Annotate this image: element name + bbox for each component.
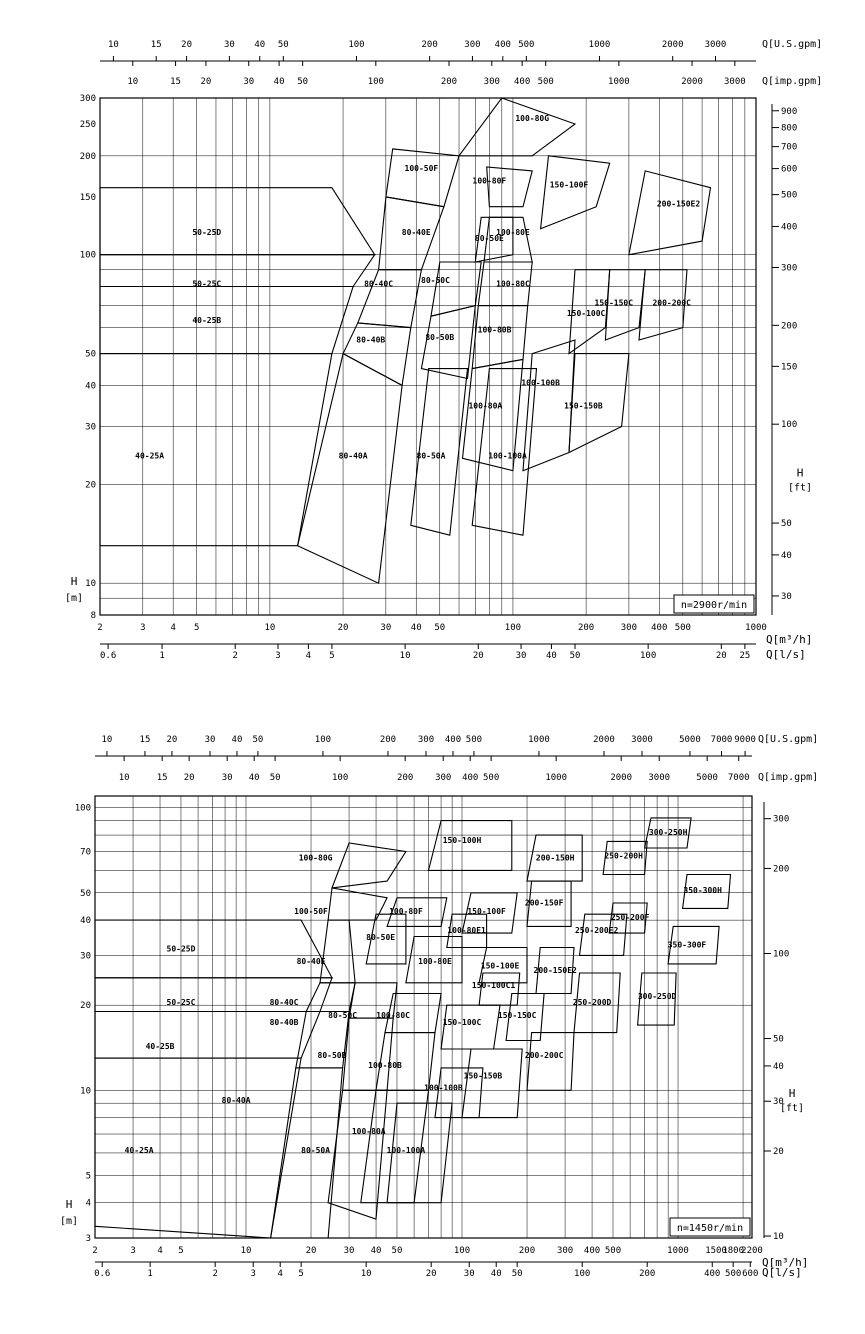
y-tick-label: 30 — [85, 422, 96, 433]
x-tick-label: 5 — [194, 623, 200, 633]
lps-tick-label: 3 — [275, 651, 281, 661]
pump-label: 100-80E — [418, 956, 452, 966]
grid — [100, 98, 756, 615]
pump-label: 150-100C — [566, 309, 606, 319]
pump-label: 100-100A — [488, 451, 527, 461]
chart-top — [65, 39, 822, 661]
y-tick-label: 30 — [80, 951, 91, 962]
x-tick-label: 300 — [556, 1246, 574, 1256]
pump-label: 150-100F — [467, 907, 506, 917]
pump-label: 150-150C — [594, 298, 634, 308]
impgpm-tick-label: 10 — [127, 77, 139, 87]
y-tick-label: 100 — [79, 250, 96, 261]
ft-tick-label: 30 — [781, 591, 792, 602]
lps-tick-label: 500 — [725, 1269, 742, 1279]
pump-region — [95, 920, 332, 978]
impgpm-tick-label: 50 — [297, 77, 309, 87]
x-tick-label: 50 — [434, 623, 446, 633]
impgpm-tick-label: 300 — [483, 77, 500, 87]
lps-axis-label: Q[l/s] — [762, 1266, 802, 1279]
impgpm-axis-label: Q[imp.gpm] — [762, 76, 823, 87]
usgpm-tick-label: 10 — [101, 735, 113, 745]
pump-label: 200-200C — [524, 1051, 564, 1061]
usgpm-tick-label: 1000 — [528, 735, 550, 745]
impgpm-tick-label: 300 — [435, 773, 452, 783]
lps-tick-label: 20 — [472, 651, 484, 661]
pump-region — [421, 306, 475, 379]
y-tick-label: 250 — [79, 120, 96, 131]
pump-region — [306, 983, 355, 1012]
pump-label: 80-50A — [301, 1145, 331, 1155]
pump-label: 50-25C — [166, 998, 196, 1008]
ft-tick-label: 400 — [781, 222, 798, 233]
x-tick-label: 40 — [370, 1246, 382, 1256]
impgpm-tick-label: 20 — [200, 77, 212, 87]
pump-label: 100-80F — [389, 907, 423, 917]
pump-label: 100-80G — [298, 853, 333, 863]
usgpm-tick-label: 400 — [494, 40, 511, 50]
x-tick-label: 100 — [453, 1246, 471, 1256]
impgpm-tick-label: 400 — [462, 773, 479, 783]
y-tick-label: 20 — [85, 480, 96, 491]
lps-tick-label: 2 — [212, 1269, 218, 1279]
lps-tick-label: 1 — [159, 651, 165, 661]
pump-label: 150-100C1 — [471, 981, 516, 991]
impgpm-tick-label: 20 — [183, 773, 195, 783]
impgpm-tick-label: 100 — [367, 77, 384, 87]
lps-tick-label: 1 — [147, 1269, 153, 1279]
x-tick-label: 5 — [178, 1246, 184, 1256]
pump-label: 150-100F — [549, 180, 589, 190]
x-tick-label: 1000 — [667, 1246, 689, 1256]
pump-label: 200-150E2 — [656, 199, 701, 209]
pump-label: 200-150H — [535, 853, 575, 863]
pump-region — [629, 171, 711, 255]
impgpm-tick-label: 2000 — [610, 773, 633, 783]
impgpm-tick-label: 200 — [440, 77, 458, 87]
y-tick-label: 5 — [85, 1171, 91, 1182]
usgpm-axis-label: Q[U.S.gpm] — [762, 39, 823, 50]
pump-label: 100-50F — [404, 163, 439, 173]
speed-label: n=1450r/min — [676, 1223, 744, 1234]
usgpm-tick-label: 100 — [348, 40, 365, 50]
x-tick-label: 500 — [604, 1246, 622, 1256]
y-tick-label: 8 — [90, 611, 96, 621]
ft-axis-unit: [ft] — [779, 1103, 805, 1114]
usgpm-tick-label: 7000 — [710, 735, 733, 745]
x-tick-label: 300 — [620, 623, 638, 633]
ft-tick-label: 150 — [781, 362, 798, 373]
usgpm-tick-label: 15 — [139, 735, 151, 745]
x-tick-label: 400 — [583, 1246, 601, 1256]
usgpm-tick-label: 15 — [150, 40, 162, 50]
pump-label: 250-200H — [604, 851, 643, 861]
lps-tick-label: 4 — [277, 1269, 283, 1279]
pump-region — [320, 920, 355, 983]
y-axis-unit: [m] — [64, 593, 84, 604]
impgpm-tick-label: 30 — [243, 77, 255, 87]
y-tick-label: 10 — [80, 1086, 91, 1097]
usgpm-tick-label: 50 — [252, 735, 264, 745]
pump-label: 100-80A — [468, 401, 503, 411]
pump-label: 40-25B — [145, 1041, 175, 1051]
lps-tick-label: 30 — [515, 651, 527, 661]
pump-label: 80-50C — [421, 276, 450, 286]
pump-region — [328, 1090, 387, 1219]
pump-region — [524, 1033, 574, 1091]
plot-frame — [95, 796, 752, 1238]
ft-tick-label: 20 — [773, 1146, 784, 1157]
ft-tick-label: 50 — [781, 519, 792, 530]
x-tick-label: 1800 — [722, 1246, 745, 1256]
ft-tick-label: 10 — [773, 1232, 784, 1243]
usgpm-tick-label: 200 — [421, 40, 438, 50]
x-tick-label: 10 — [264, 623, 276, 633]
x-tick-label: 1500 — [705, 1246, 727, 1256]
x-tick-label: 20 — [305, 1246, 317, 1256]
usgpm-tick-label: 500 — [518, 40, 535, 50]
usgpm-tick-label: 400 — [444, 735, 462, 745]
x-tick-label: 20 — [337, 623, 349, 633]
x-tick-label: 4 — [157, 1246, 163, 1256]
x-tick-label: 1000 — [745, 623, 767, 633]
grid — [95, 796, 752, 1238]
pump-label: 150-100E — [480, 961, 520, 971]
usgpm-tick-label: 3000 — [704, 40, 727, 50]
lps-tick-label: 5 — [329, 651, 335, 661]
usgpm-tick-label: 2000 — [661, 40, 684, 50]
pump-label: 80-50A — [416, 451, 446, 461]
impgpm-tick-label: 500 — [483, 773, 500, 783]
pump-label: 150-150B — [463, 1071, 503, 1081]
lps-tick-label: 0.6 — [99, 651, 117, 661]
lps-tick-label: 2 — [232, 651, 238, 661]
pump-label: 100-80E — [496, 227, 530, 237]
y-tick-label: 150 — [79, 192, 96, 203]
x-tick-label: 3 — [130, 1246, 136, 1256]
impgpm-tick-label: 50 — [269, 773, 281, 783]
pump-region — [431, 262, 481, 316]
usgpm-tick-label: 40 — [231, 735, 243, 745]
lps-tick-label: 50 — [569, 651, 581, 661]
impgpm-tick-label: 2000 — [681, 77, 703, 87]
lps-tick-label: 50 — [511, 1269, 523, 1279]
impgpm-tick-label: 200 — [397, 773, 414, 783]
pump-label: 200-150E2 — [533, 966, 577, 976]
lps-tick-label: 5 — [298, 1269, 304, 1279]
lps-tick-label: 200 — [639, 1269, 656, 1279]
lps-tick-label: 10 — [399, 651, 411, 661]
pump-label: 80-50C — [328, 1011, 358, 1021]
x-tick-label: 500 — [674, 623, 691, 633]
ft-axis-unit: [ft] — [787, 482, 813, 494]
pump-label: 50-25D — [192, 227, 222, 237]
ft-tick-label: 500 — [781, 190, 798, 201]
pump-region — [541, 156, 610, 229]
x-tick-label: 50 — [391, 1246, 403, 1256]
usgpm-tick-label: 9000 — [734, 735, 756, 745]
pump-label: 40-25A — [135, 451, 165, 461]
y-tick-label: 100 — [74, 803, 91, 814]
impgpm-tick-label: 400 — [514, 77, 531, 87]
y-tick-label: 10 — [85, 579, 96, 590]
pump-label: 100-80C — [376, 1011, 411, 1021]
x-tick-label: 4 — [170, 623, 176, 633]
pump-label: 40-25A — [124, 1145, 154, 1155]
lps-axis-label: Q[l/s] — [766, 648, 806, 661]
pump-label: 100-80A — [351, 1127, 386, 1137]
lps-tick-label: 30 — [463, 1269, 475, 1279]
pump-label: 200-200C — [652, 298, 691, 308]
usgpm-tick-label: 30 — [204, 735, 216, 745]
pump-label: 250-200D — [572, 998, 612, 1008]
impgpm-tick-label: 5000 — [696, 773, 718, 783]
pump-region — [343, 323, 411, 386]
ft-tick-label: 600 — [781, 164, 798, 175]
pump-region — [462, 1049, 522, 1118]
pump-label: 100-80B — [477, 325, 512, 335]
y-axis-label: H — [70, 575, 78, 588]
x-tick-label: 2 — [92, 1246, 98, 1256]
lps-tick-label: 20 — [715, 651, 727, 661]
pump-label: 100-80G — [515, 114, 550, 124]
pump-label: 100-100B — [521, 378, 560, 388]
pump-label: 80-40B — [269, 1018, 299, 1028]
usgpm-tick-label: 40 — [254, 40, 266, 50]
lps-tick-label: 0.6 — [94, 1269, 111, 1279]
pump-label: 80-40E — [296, 956, 326, 966]
ft-tick-label: 100 — [773, 949, 790, 960]
pump-label: 100-100A — [386, 1145, 426, 1155]
pump-label: 100-80C — [496, 279, 530, 289]
lps-tick-label: 20 — [425, 1269, 437, 1279]
impgpm-axis-label: Q[imp.gpm] — [758, 772, 819, 783]
lps-tick-label: 400 — [704, 1269, 721, 1279]
impgpm-tick-label: 500 — [537, 77, 554, 87]
pump-label: 80-50E — [474, 234, 504, 244]
pump-label: 300-250H — [648, 828, 688, 838]
pump-label: 300-250D — [637, 992, 677, 1002]
chart-bottom — [60, 734, 818, 1279]
x-tick-label: 2 — [97, 623, 103, 633]
lps-tick-label: 10 — [360, 1269, 372, 1279]
x-tick-label: 400 — [651, 623, 668, 633]
y-tick-label: 40 — [80, 916, 91, 927]
pump-label: 80-40A — [338, 451, 368, 461]
usgpm-tick-label: 20 — [166, 735, 178, 745]
pump-label: 250-200F — [610, 913, 650, 923]
ft-tick-label: 700 — [781, 142, 798, 153]
usgpm-tick-label: 500 — [465, 735, 483, 745]
lps-tick-label: 600 — [742, 1269, 759, 1279]
y-tick-label: 50 — [85, 349, 96, 360]
pump-label: 80-50B — [317, 1051, 347, 1061]
ft-tick-label: 40 — [773, 1061, 784, 1072]
impgpm-tick-label: 30 — [221, 773, 233, 783]
pump-label: 350-300F — [667, 940, 707, 950]
pump-region — [100, 255, 375, 287]
pump-label: 100-80E1 — [447, 926, 486, 936]
impgpm-tick-label: 3000 — [724, 77, 746, 87]
pump-label: 350-300H — [683, 885, 722, 895]
impgpm-tick-label: 1000 — [608, 77, 630, 87]
pump-label: 80-40C — [364, 279, 394, 289]
pump-label: 150-150C — [497, 1011, 537, 1021]
ft-axis-label: H — [796, 466, 804, 480]
pump-region — [487, 167, 533, 207]
pump-region — [100, 287, 353, 354]
pump-label: 100-80B — [368, 1060, 402, 1070]
pump-label: 80-40A — [221, 1096, 251, 1106]
ft-tick-label: 800 — [781, 123, 798, 134]
pump-region — [472, 306, 528, 369]
x-tick-label: 10 — [240, 1246, 252, 1256]
lps-tick-label: 100 — [574, 1269, 591, 1279]
x-tick-label: 40 — [410, 623, 422, 633]
usgpm-tick-label: 1000 — [588, 40, 611, 50]
x-tick-label: 200 — [518, 1246, 536, 1256]
x-axis-label: Q[m³/h] — [766, 633, 813, 646]
y-axis-label: H — [65, 1198, 73, 1211]
lps-tick-label: 40 — [546, 651, 557, 661]
usgpm-tick-label: 30 — [223, 40, 235, 50]
usgpm-tick-label: 20 — [181, 40, 193, 50]
speed-label: n=2900r/min — [680, 600, 748, 611]
impgpm-tick-label: 40 — [248, 773, 260, 783]
y-axis-unit: [m] — [59, 1216, 79, 1227]
impgpm-tick-label: 40 — [273, 77, 285, 87]
impgpm-tick-label: 100 — [332, 773, 349, 783]
pump-label: 100-100B — [424, 1083, 463, 1093]
pump-label: 50-25C — [192, 279, 222, 289]
pump-region — [459, 98, 575, 156]
pump-label: 40-25B — [192, 315, 222, 325]
y-tick-label: 50 — [80, 888, 91, 899]
y-tick-label: 20 — [80, 1001, 91, 1012]
lps-tick-label: 40 — [490, 1269, 502, 1279]
pump-label: 200-150F — [524, 898, 564, 908]
pump-label: 80-40E — [401, 227, 431, 237]
pump-label: 80-40B — [356, 335, 386, 345]
usgpm-tick-label: 5000 — [679, 735, 701, 745]
impgpm-tick-label: 3000 — [648, 773, 671, 783]
usgpm-tick-label: 300 — [417, 735, 435, 745]
y-tick-label: 40 — [85, 381, 96, 392]
x-axis-label: Q[m³/h] — [762, 1256, 809, 1269]
ft-tick-label: 30 — [773, 1097, 784, 1108]
lps-tick-label: 25 — [739, 651, 751, 661]
ft-tick-label: 200 — [773, 864, 790, 875]
usgpm-tick-label: 200 — [379, 735, 397, 745]
pump-region — [298, 354, 403, 584]
usgpm-tick-label: 10 — [107, 40, 119, 50]
lps-tick-label: 4 — [305, 651, 312, 661]
plot-frame — [100, 98, 756, 615]
impgpm-tick-label: 10 — [118, 773, 130, 783]
impgpm-tick-label: 15 — [170, 77, 181, 87]
x-tick-label: 200 — [577, 623, 595, 633]
pump-region — [386, 149, 459, 207]
pump-label: 80-50B — [425, 332, 455, 342]
x-tick-label: 100 — [504, 623, 522, 633]
pump-label: 80-40C — [269, 998, 299, 1008]
pump-label: 150-100C — [442, 1018, 482, 1028]
pump-label: 50-25D — [166, 944, 196, 954]
pump-region — [332, 843, 406, 888]
y-tick-label: 70 — [80, 847, 91, 858]
ft-tick-label: 50 — [773, 1034, 784, 1045]
usgpm-tick-label: 2000 — [593, 735, 615, 745]
y-tick-label: 3 — [85, 1234, 91, 1244]
pump-label: 100-50F — [294, 907, 328, 917]
ft-tick-label: 100 — [781, 420, 798, 431]
usgpm-axis-label: Q[U.S.gpm] — [758, 734, 819, 745]
usgpm-tick-label: 100 — [314, 735, 332, 745]
pump-label: 100-80F — [472, 176, 507, 186]
pump-label: 150-150B — [564, 401, 603, 411]
usgpm-tick-label: 300 — [464, 40, 481, 50]
lps-tick-label: 3 — [250, 1269, 256, 1279]
x-tick-label: 2200 — [741, 1246, 763, 1256]
ft-tick-label: 40 — [781, 550, 792, 561]
ft-tick-label: 200 — [781, 321, 798, 332]
x-tick-label: 30 — [380, 623, 392, 633]
y-tick-label: 4 — [85, 1198, 91, 1209]
x-tick-label: 30 — [343, 1246, 355, 1256]
ft-tick-label: 300 — [773, 814, 790, 825]
pump-region — [100, 188, 375, 255]
impgpm-tick-label: 15 — [156, 773, 168, 783]
ft-axis-label: H — [788, 1087, 796, 1100]
ft-tick-label: 900 — [781, 106, 798, 117]
usgpm-tick-label: 3000 — [631, 735, 653, 745]
ft-tick-label: 300 — [781, 263, 798, 274]
y-tick-label: 200 — [79, 151, 96, 162]
x-tick-label: 3 — [140, 623, 146, 633]
y-tick-label: 300 — [79, 94, 96, 104]
pump-label: 150-100H — [442, 835, 482, 845]
pump-label: 80-50E — [366, 933, 396, 943]
pump-label: 250-200E2 — [574, 926, 619, 936]
impgpm-tick-label: 1000 — [545, 773, 568, 783]
impgpm-tick-label: 7000 — [727, 773, 750, 783]
pump-region — [358, 270, 422, 328]
usgpm-tick-label: 50 — [277, 40, 289, 50]
lps-tick-label: 100 — [640, 651, 657, 661]
